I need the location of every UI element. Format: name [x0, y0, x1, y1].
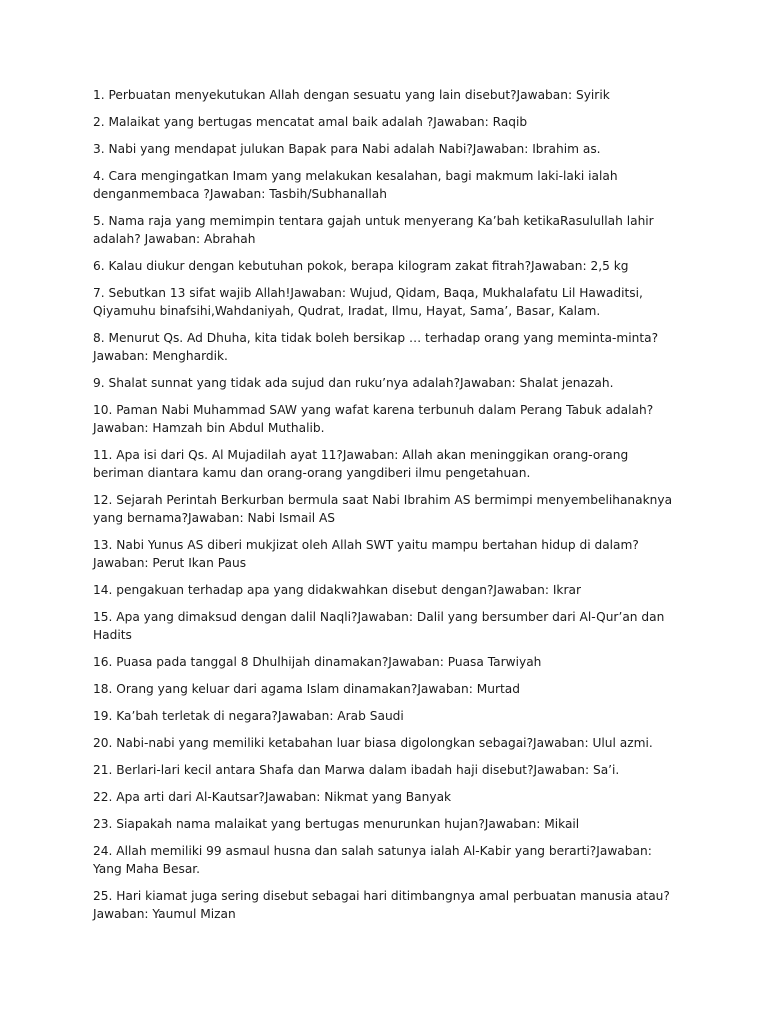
question-item: 2. Malaikat yang bertugas mencatat amal baik adalah ?Jawaban: Raqib	[93, 115, 528, 129]
question-item: 22. Apa arti dari Al-Kautsar?Jawaban: Nikmat yang Banyak	[93, 790, 452, 804]
question-item: 6. Kalau diukur dengan kebutuhan pokok, berapa kilogram zakat fitrah?Jawaban: 2,5 kg	[93, 259, 629, 273]
question-item: 23. Siapakah nama malaikat yang bertugas menurunkan hujan?Jawaban: Mikail	[93, 817, 580, 831]
question-item: 21. Berlari-lari kecil antara Shafa dan Marwa dalam ibadah haji disebut?Jawaban: Sa’i.	[93, 763, 620, 777]
question-item: 13. Nabi Yunus AS diberi mukjizat oleh Allah SWT yaitu mampu bertahan hidup di dalam?Jawaban: Perut Ikan Paus	[93, 538, 639, 570]
question-item: 24. Allah memiliki 99 asmaul husna dan salah satunya ialah Al-Kabir yang berarti?Jawaban: Yang Maha Besar.	[93, 844, 652, 876]
question-item: 19. Ka’bah terletak di negara?Jawaban: Arab Saudi	[93, 709, 404, 723]
question-item: 9. Shalat sunnat yang tidak ada sujud dan ruku’nya adalah?Jawaban: Shalat jenazah.	[93, 376, 614, 390]
question-item: 18. Orang yang keluar dari agama Islam dinamakan?Jawaban: Murtad	[93, 682, 520, 696]
question-item: 10. Paman Nabi Muhammad SAW yang wafat karena terbunuh dalam Perang Tabuk adalah? Jawaban: Hamzah bin Abdul Muthalib.	[93, 403, 654, 435]
question-item: 1. Perbuatan menyekutukan Allah dengan sesuatu yang lain disebut?Jawaban: Syirik	[93, 88, 610, 102]
question-item: 7. Sebutkan 13 sifat wajib Allah!Jawaban: Wujud, Qidam, Baqa, Mukhalafatu Lil Hawaditsi, Qiyamuhu binafsihi,Wahdaniyah, Qudrat, Iradat, Ilmu, Hayat, Sama’, Basar, Kalam.	[93, 286, 643, 318]
question-item: 14. pengakuan terhadap apa yang didakwahkan disebut dengan?Jawaban: Ikrar	[93, 583, 581, 597]
question-item: 4. Cara mengingatkan Imam yang melakukan kesalahan, bagi makmum laki-laki ialah denganmembaca ?Jawaban: Tasbih/Subhanallah	[93, 169, 618, 201]
question-item: 5. Nama raja yang memimpin tentara gajah untuk menyerang Ka’bah ketikaRasulullah lahir adalah? Jawaban: Abrahah	[93, 214, 654, 246]
question-item: 15. Apa yang dimaksud dengan dalil Naqli?Jawaban: Dalil yang bersumber dari Al-Qur’an dan Hadits	[93, 610, 665, 642]
document-page	[93, 86, 678, 932]
question-item: 3. Nabi yang mendapat julukan Bapak para Nabi adalah Nabi?Jawaban: Ibrahim as.	[93, 142, 601, 156]
question-item: 25. Hari kiamat juga sering disebut sebagai hari ditimbangnya amal perbuatan manusia atau? Jawaban: Yaumul Mizan	[93, 889, 670, 921]
question-item: 12. Sejarah Perintah Berkurban bermula saat Nabi Ibrahim AS bermimpi menyembelihanaknya yang bernama?Jawaban: Nabi Ismail AS	[93, 493, 673, 525]
question-item: 8. Menurut Qs. Ad Dhuha, kita tidak boleh bersikap … terhadap orang yang meminta-minta? Jawaban: Menghardik.	[93, 331, 659, 363]
question-item: 20. Nabi-nabi yang memiliki ketabahan luar biasa digolongkan sebagai?Jawaban: Ulul azmi.	[93, 736, 653, 750]
question-item: 16. Puasa pada tanggal 8 Dhulhijah dinamakan?Jawaban: Puasa Tarwiyah	[93, 655, 542, 669]
question-item: 11. Apa isi dari Qs. Al Mujadilah ayat 11?Jawaban: Allah akan meninggikan orang-orang beriman diantara kamu dan orang-orang yangdiberi ilmu pengetahuan.	[93, 448, 629, 480]
